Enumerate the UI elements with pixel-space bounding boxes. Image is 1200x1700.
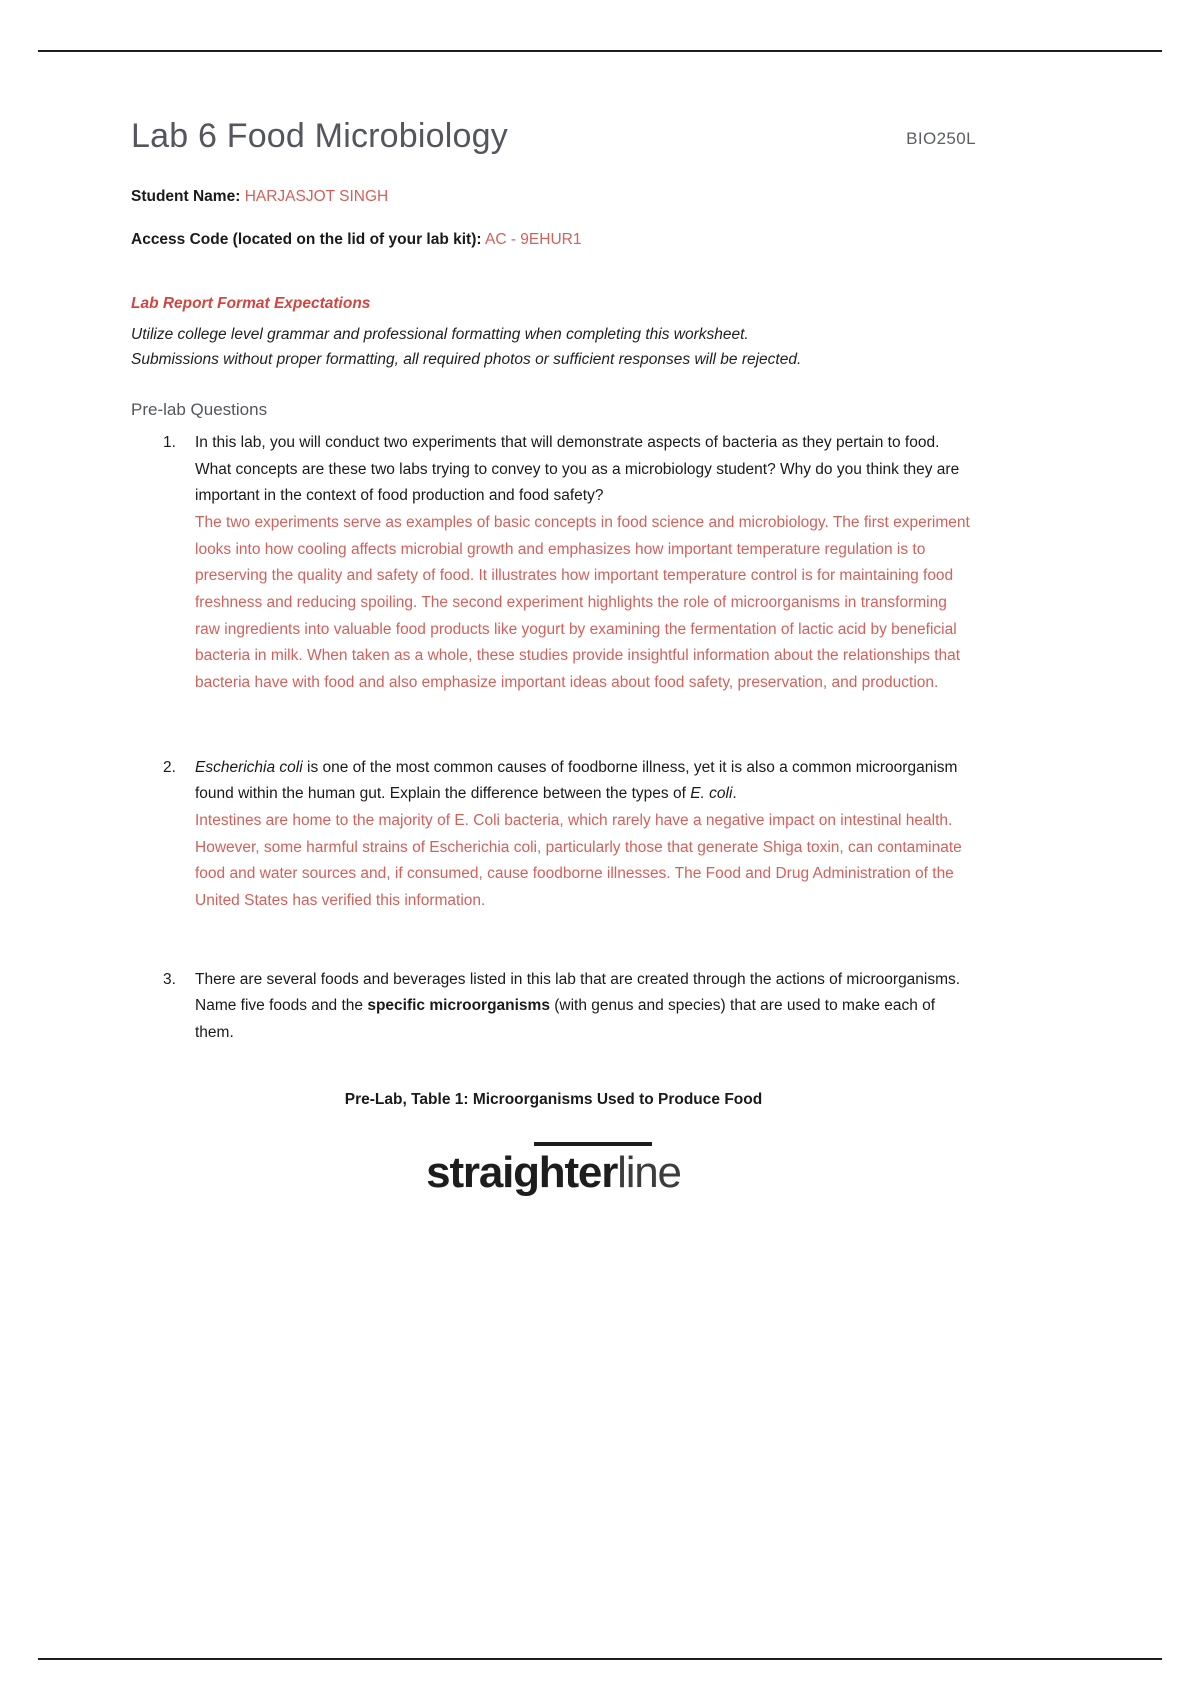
- logo-bar-decoration: [534, 1142, 652, 1146]
- question-number-1: 1.: [163, 434, 176, 452]
- page-title: Lab 6 Food Microbiology: [131, 117, 508, 155]
- logo-light-text: line: [617, 1147, 681, 1197]
- prelab-questions-heading: Pre-lab Questions: [131, 400, 268, 420]
- question-prompt-1: In this lab, you will conduct two experiments that will demonstrate aspects of bacteria as they pertain to food. What concepts are these two labs trying to convey to you as a microbiology student? Why do you think they are important in the context of food production and food safety?: [195, 434, 960, 505]
- question-number-2: 2.: [163, 758, 176, 776]
- student-name-line: [131, 185, 976, 208]
- access-code-label: Access Code (located on the lid of your lab kit):: [131, 230, 482, 248]
- prelab-questions-list: [131, 430, 976, 1046]
- question-number-3: 3.: [163, 970, 176, 988]
- brand-logo: [131, 1147, 976, 1197]
- table-1-caption: Pre-Lab, Table 1: Microorganisms Used to Produce Food: [344, 1090, 763, 1108]
- question-3-text-2: (with genus and species) that are used to make each of them.: [195, 997, 936, 1041]
- format-expectations-line-1: Utilize college level grammar and professional formatting when completing this worksheet.: [131, 325, 749, 343]
- access-code-line: [131, 228, 976, 251]
- question-3-text-1: There are several foods and beverages listed in this lab that are created through the actions of microorganisms. Name five foods and the: [195, 970, 961, 1015]
- question-answer-2: Intestines are home to the majority of E. Coli bacteria, which rarely have a negative impact on intestinal health. However, some harmful strains of Escherichia coli, particularly those that generate Shiga toxin, can contaminate food and water sources and, if consumed, cause foodborne illnesses. The Food and Drug Administration of the United States has verified this information.: [195, 811, 962, 909]
- question-prompt-3: [195, 967, 976, 1047]
- question-2-text-1: is one of the most common causes of foodborne illness, yet it is also a common microorganism found within the human gut. Explain the difference between the types of: [195, 758, 958, 803]
- spacer-after-question-2: [131, 915, 976, 967]
- header-rule: [38, 50, 1162, 52]
- title-row: [131, 118, 976, 155]
- question-item-1: [131, 430, 976, 697]
- access-code-value: AC - 9EHUR1: [484, 230, 582, 248]
- question-answer-1: The two experiments serve as examples of basic concepts in food science and microbiology. The first experiment looks into how cooling affects microbial growth and emphasizes how important temperature regulation is to preserving the quality and safety of food. It illustrates how important temperature control is for maintaining food freshness and reducing spoiling. The second experiment highlights the role of microorganisms in transforming raw ingredients into valuable food products like yogurt by examining the fermentation of lactic acid by beneficial bacteria in milk. When taken as a whole, these studies provide insightful information about the relationships that bacteria have with food and also emphasize important ideas about food safety, preservation, and production.: [195, 514, 970, 692]
- straighterline-logo: [426, 1147, 681, 1197]
- question-prompt-2: [195, 755, 976, 808]
- logo-bold-text: straighter: [426, 1147, 618, 1197]
- question-item-3: [131, 967, 976, 1047]
- document-content: [131, 118, 976, 1195]
- course-code: BIO250L: [906, 129, 976, 149]
- question-2-text-2: .: [732, 785, 737, 803]
- format-expectations-line-2: Submissions without proper formatting, all required photos or sufficient responses will be rejected.: [131, 351, 802, 368]
- student-name-value: HARJASJOT SINGH: [244, 188, 389, 206]
- spacer-after-question-1: [131, 697, 976, 755]
- question-2-species-1: Escherichia coli: [195, 758, 303, 776]
- question-2-species-2: E. coli: [690, 785, 733, 803]
- format-expectations-heading: Lab Report Format Expectations: [131, 294, 371, 312]
- question-item-2: [131, 755, 976, 915]
- format-expectations-block: [131, 295, 976, 372]
- question-3-emphasis: specific microorganisms: [367, 997, 550, 1015]
- student-name-label: Student Name:: [131, 188, 241, 206]
- footer-rule: [38, 1658, 1162, 1660]
